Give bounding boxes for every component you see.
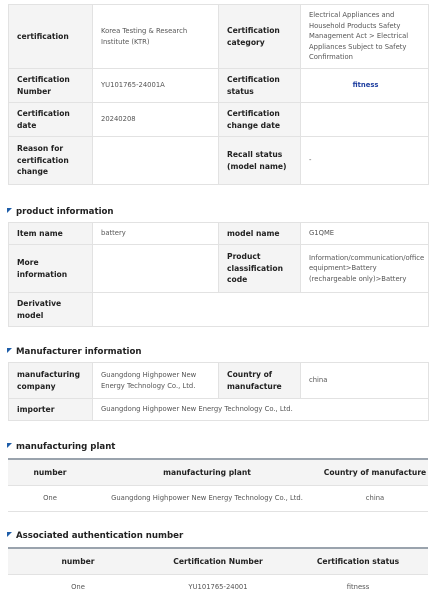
plant-title-text: manufacturing plant — [16, 442, 116, 452]
section-marker-icon — [7, 348, 12, 353]
plant-cell-country: china — [322, 485, 428, 511]
label-more-information: More information — [9, 245, 93, 293]
label-recall-status: Recall status (model name) — [219, 137, 301, 185]
value-more-information — [93, 245, 219, 293]
plant-cell-plant: Guangdong Highpower New Energy Technology Co., Ltd. — [92, 485, 322, 511]
label-certification-date: Certification date — [9, 103, 93, 137]
product-table — [8, 222, 429, 327]
assoc-cell-cert-number: YU101765-24001 — [148, 574, 288, 600]
label-derivative-model: Derivative model — [9, 293, 93, 327]
value-certification-status[interactable]: fitness — [301, 69, 429, 103]
value-item-name: battery — [93, 223, 219, 245]
value-reason-for-change — [93, 137, 219, 185]
value-certification-change-date — [301, 103, 429, 137]
manufacturer-section-title — [7, 346, 142, 358]
assoc-cell-status: fitness — [288, 574, 428, 600]
label-certification-status: Certification status — [219, 69, 301, 103]
section-marker-icon — [7, 208, 12, 213]
plant-section-title — [7, 441, 115, 453]
label-certification-category: Certification category — [219, 5, 301, 69]
plant-header-country: Country of manufacture — [322, 459, 428, 485]
label-country-of-manufacture: Country of manufacture — [219, 363, 301, 399]
section-marker-icon — [7, 532, 12, 537]
assoc-cell-number: One — [8, 574, 148, 600]
assoc-section-title — [7, 530, 183, 542]
label-importer: importer — [9, 399, 93, 421]
value-manufacturing-company: Guangdong Highpower New Energy Technology Co., Ltd. — [93, 363, 219, 399]
value-certification-number: YU101765-24001A — [93, 69, 219, 103]
value-derivative-model — [93, 293, 429, 327]
manufacturer-table — [8, 362, 429, 421]
value-certification-category: Electrical Appliances and Household Products Safety Management Act > Electrical Appliances Subject to Safety Confirmation — [301, 5, 429, 69]
plant-table — [8, 458, 428, 512]
value-importer: Guangdong Highpower New Energy Technology Co., Ltd. — [93, 399, 429, 421]
plant-cell-number: One — [8, 485, 92, 511]
table-row — [8, 485, 428, 511]
value-certification-date: 20240208 — [93, 103, 219, 137]
label-reason-for-change: Reason for certification change — [9, 137, 93, 185]
label-certification: certification — [9, 5, 93, 69]
certification-table — [8, 4, 429, 185]
assoc-header-cert-number: Certification Number — [148, 548, 288, 574]
product-section-title — [7, 206, 114, 218]
assoc-header-number: number — [8, 548, 148, 574]
label-certification-change-date: Certification change date — [219, 103, 301, 137]
product-title-text: product information — [16, 207, 114, 217]
label-product-classification-code: Product classification code — [219, 245, 301, 293]
value-recall-status: - — [301, 137, 429, 185]
label-certification-number: Certification Number — [9, 69, 93, 103]
label-model-name: model name — [219, 223, 301, 245]
assoc-table — [8, 547, 428, 600]
section-marker-icon — [7, 443, 12, 448]
assoc-header-status: Certification status — [288, 548, 428, 574]
table-row — [8, 574, 428, 600]
plant-header-number: number — [8, 459, 92, 485]
label-item-name: Item name — [9, 223, 93, 245]
value-certification-body: Korea Testing & Research Institute (KTR) — [93, 5, 219, 69]
assoc-title-text: Associated authentication number — [16, 531, 184, 541]
plant-header-plant: manufacturing plant — [92, 459, 322, 485]
value-country-of-manufacture: china — [301, 363, 429, 399]
manufacturer-title-text: Manufacturer information — [16, 347, 142, 357]
value-product-classification-code: Information/communication/office equipment>Battery (rechargeable only)>Battery — [301, 245, 429, 293]
label-manufacturing-company: manufacturing company — [9, 363, 93, 399]
value-model-name: G1QME — [301, 223, 429, 245]
